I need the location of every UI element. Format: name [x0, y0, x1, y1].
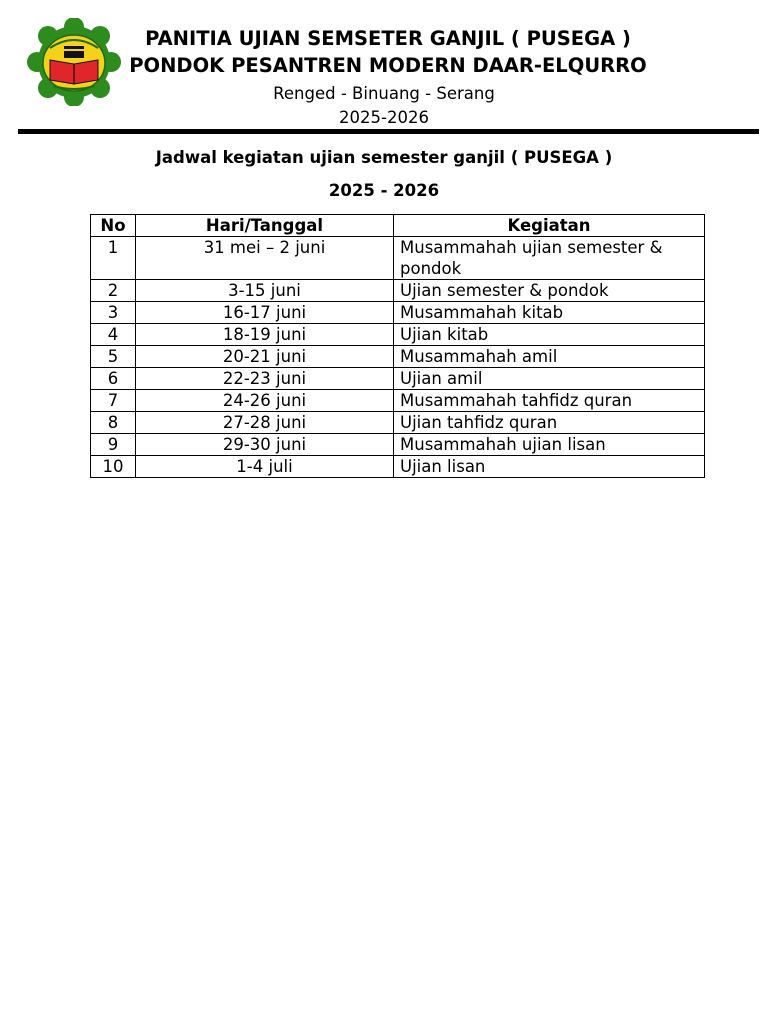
row-no: 5	[91, 346, 136, 368]
row-activity: Musammahah ujian semester & pondok	[394, 237, 705, 280]
row-date: 1-4 juli	[136, 456, 394, 478]
row-date: 24-26 juni	[136, 390, 394, 412]
row-no: 8	[91, 412, 136, 434]
row-date: 27-28 juni	[136, 412, 394, 434]
row-activity: Ujian kitab	[394, 324, 705, 346]
row-date: 31 mei – 2 juni	[136, 237, 394, 280]
academic-year: 2025-2026	[339, 108, 429, 127]
row-activity: Musammahah kitab	[394, 302, 705, 324]
header-no: No	[91, 215, 136, 237]
row-date: 22-23 juni	[136, 368, 394, 390]
row-activity: Musammahah amil	[394, 346, 705, 368]
table-row	[91, 302, 705, 324]
row-no: 9	[91, 434, 136, 456]
row-activity: Ujian lisan	[394, 456, 705, 478]
table-row	[91, 346, 705, 368]
row-no: 6	[91, 368, 136, 390]
institution-address: Renged - Binuang - Serang	[273, 84, 495, 103]
row-activity: Musammahah tahfidz quran	[394, 390, 705, 412]
committee-name: PANITIA UJIAN SEMSETER GANJIL ( PUSEGA )	[145, 27, 631, 50]
row-date: 18-19 juni	[136, 324, 394, 346]
document-title: Jadwal kegiatan ujian semester ganjil ( PUSEGA )	[155, 148, 613, 167]
institution-name: PONDOK PESANTREN MODERN DAAR-ELQURRO	[129, 54, 647, 77]
table-row	[91, 280, 705, 302]
table-row	[91, 412, 705, 434]
row-activity: Ujian amil	[394, 368, 705, 390]
row-activity: Ujian tahfidz quran	[394, 412, 705, 434]
school-crest-icon	[20, 18, 128, 106]
table-row	[91, 456, 705, 478]
table-row	[91, 368, 705, 390]
row-no: 3	[91, 302, 136, 324]
table-header-row	[91, 215, 705, 237]
row-date: 3-15 juni	[136, 280, 394, 302]
row-activity: Musammahah ujian lisan	[394, 434, 705, 456]
document-year: 2025 - 2026	[328, 181, 440, 200]
header-divider	[18, 129, 759, 134]
header-activity: Kegiatan	[394, 215, 705, 237]
table-row	[91, 390, 705, 412]
row-date: 29-30 juni	[136, 434, 394, 456]
row-activity: Ujian semester & pondok	[394, 280, 705, 302]
row-no: 2	[91, 280, 136, 302]
table-row	[91, 237, 705, 280]
table-row	[91, 324, 705, 346]
table-row	[91, 434, 705, 456]
row-no: 7	[91, 390, 136, 412]
row-no: 4	[91, 324, 136, 346]
row-date: 16-17 juni	[136, 302, 394, 324]
schedule-table	[90, 214, 705, 478]
header-date: Hari/Tanggal	[136, 215, 394, 237]
row-date: 20-21 juni	[136, 346, 394, 368]
row-no: 10	[91, 456, 136, 478]
row-no: 1	[91, 237, 136, 280]
